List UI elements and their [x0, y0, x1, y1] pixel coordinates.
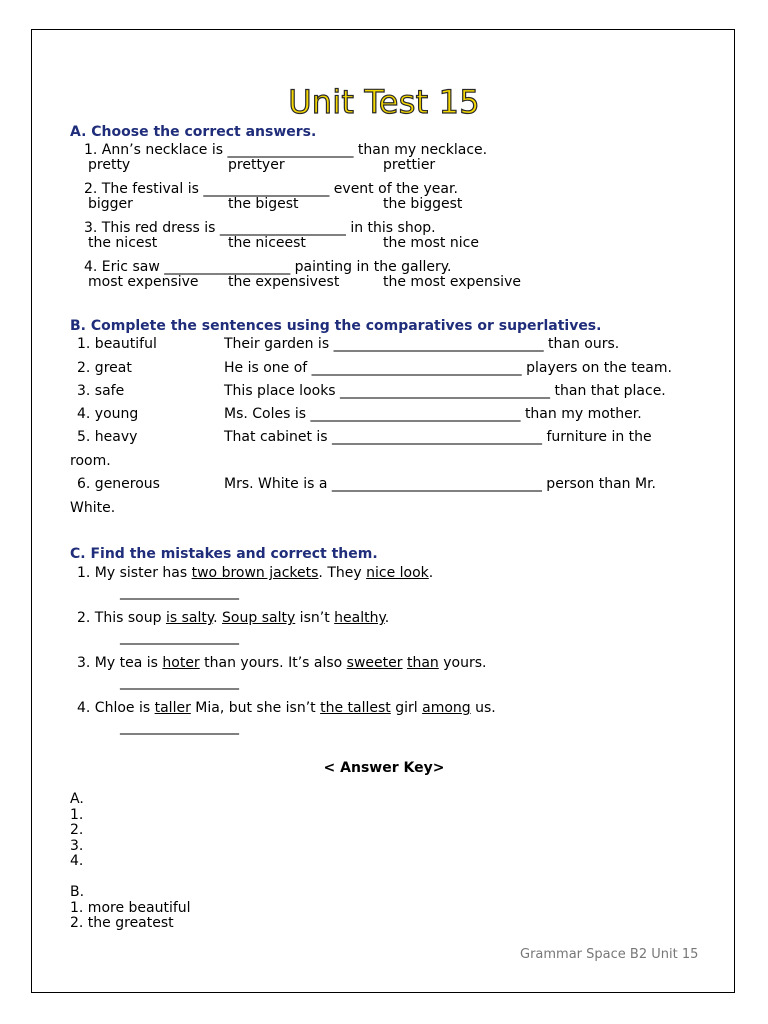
- c4-underlined-2: the tallest: [320, 700, 391, 716]
- c3-underlined-3: than: [406, 655, 439, 671]
- c1-answer-blank: _________________: [120, 584, 239, 600]
- b6-continuation: White.: [70, 500, 116, 516]
- question-a1-stem: 1. Ann’s necklace is __________________ than my necklace.: [84, 142, 488, 158]
- c1-underlined-1: two brown jackets: [191, 565, 319, 581]
- c1-sentence: 1. My sister has two brown jackets. They nice look.: [77, 565, 434, 581]
- b2-word: 2. great: [77, 360, 132, 376]
- answer-key-a-4: 4.: [70, 853, 84, 869]
- question-a4-option-1: most expensive: [88, 274, 199, 290]
- c2-underlined-1: is salty: [165, 610, 214, 626]
- section-c-heading: C. Find the mistakes and correct them.: [70, 546, 378, 562]
- c4-answer-blank: _________________: [120, 719, 239, 735]
- question-a3-option-2: the niceest: [228, 235, 306, 251]
- footer-text: Grammar Space B2 Unit 15: [520, 947, 699, 962]
- c2-answer-blank: _________________: [120, 629, 239, 645]
- answer-key-b-1: 1. more beautiful: [70, 900, 191, 916]
- b3-sentence: This place looks ______________________________ than that place.: [224, 383, 666, 399]
- question-a3-option-1: the nicest: [88, 235, 158, 251]
- b3-word: 3. safe: [77, 383, 125, 399]
- c3-sentence: 3. My tea is hoter than yours. It’s also sweeter than yours.: [77, 655, 487, 671]
- question-a2-option-1: bigger: [88, 196, 133, 212]
- c3-underlined-1: hoter: [162, 655, 200, 671]
- c3-answer-blank: _________________: [120, 674, 239, 690]
- b5-sentence: That cabinet is ______________________________ furniture in the: [224, 429, 652, 445]
- answer-key-a-1: 1.: [70, 807, 84, 823]
- c4-sentence: 4. Chloe is taller Mia, but she isn’t the tallest girl among us.: [77, 700, 496, 716]
- section-b-heading: B. Complete the sentences using the comparatives or superlatives.: [70, 318, 602, 334]
- answer-key-b-label: B.: [70, 884, 85, 900]
- question-a1-option-1: pretty: [88, 157, 131, 173]
- question-a1-option-3: prettier: [383, 157, 436, 173]
- c4-underlined-3: among: [422, 700, 471, 716]
- question-a4-option-3: the most expensive: [383, 274, 521, 290]
- section-a-heading: A. Choose the correct answers.: [70, 124, 317, 140]
- page-border: [31, 29, 735, 993]
- b6-sentence: Mrs. White is a ______________________________ person than Mr.: [224, 476, 657, 492]
- b4-sentence: Ms. Coles is ______________________________ than my mother.: [224, 406, 642, 422]
- answer-key-a-3: 3.: [70, 838, 84, 854]
- question-a4-option-2: the expensivest: [228, 274, 340, 290]
- answer-key-heading: < Answer Key>: [323, 760, 445, 776]
- question-a1-option-2: prettyer: [228, 157, 285, 173]
- b5-continuation: room.: [70, 453, 111, 469]
- c2-underlined-2: Soup salty: [222, 610, 296, 626]
- b1-sentence: Their garden is ______________________________ than ours.: [224, 336, 620, 352]
- question-a4-stem: 4. Eric saw __________________ painting in the gallery.: [84, 259, 452, 275]
- question-a3-stem: 3. This red dress is __________________ in this shop.: [84, 220, 436, 236]
- question-a2-option-3: the biggest: [383, 196, 463, 212]
- question-a3-option-3: the most nice: [383, 235, 479, 251]
- c2-sentence: 2. This soup is salty. Soup salty isn’t healthy.: [77, 610, 390, 626]
- b6-word: 6. generous: [77, 476, 160, 492]
- c4-underlined-1: taller: [154, 700, 191, 716]
- b5-word: 5. heavy: [77, 429, 138, 445]
- b2-sentence: He is one of ______________________________ players on the team.: [224, 360, 672, 376]
- b4-word: 4. young: [77, 406, 139, 422]
- answer-key-b-2: 2. the greatest: [70, 915, 174, 931]
- b1-word: 1. beautiful: [77, 336, 157, 352]
- question-a2-stem: 2. The festival is __________________ event of the year.: [84, 181, 458, 197]
- answer-key-a-label: A.: [70, 791, 84, 807]
- c1-underlined-2: nice look: [366, 565, 429, 581]
- page-title: Unit Test 15: [288, 83, 480, 121]
- c2-underlined-3: healthy: [334, 610, 385, 626]
- question-a2-option-2: the bigest: [228, 196, 299, 212]
- c3-underlined-2: sweeter: [346, 655, 403, 671]
- answer-key-a-2: 2.: [70, 822, 84, 838]
